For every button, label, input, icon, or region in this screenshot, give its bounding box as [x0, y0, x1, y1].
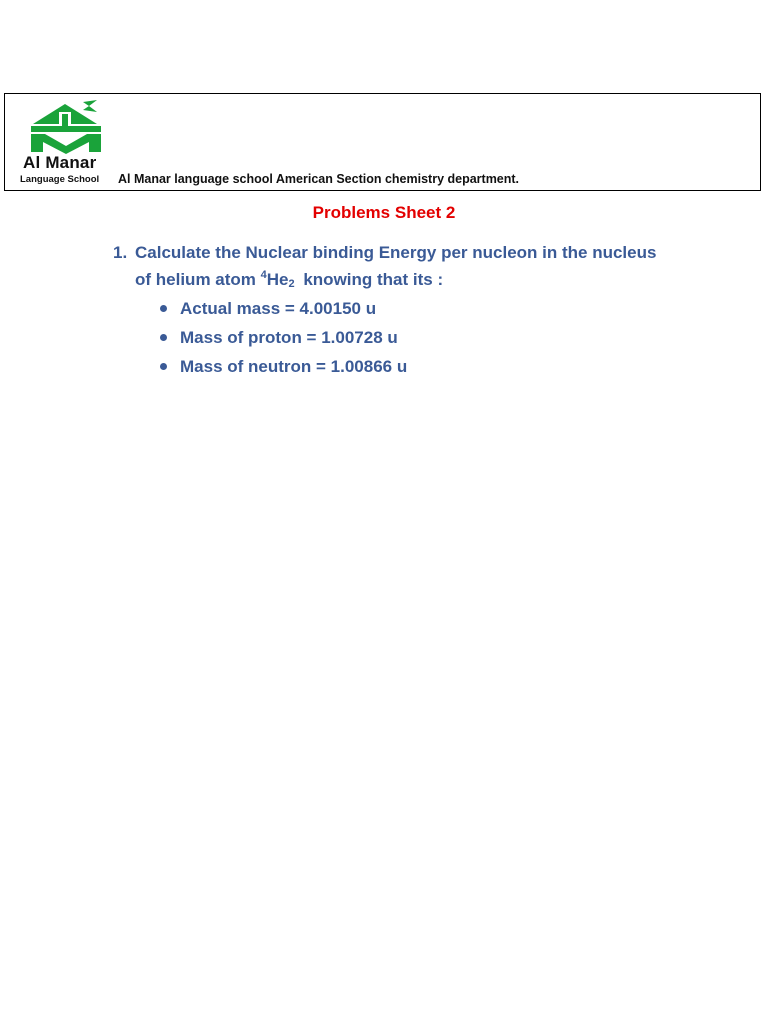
school-logo-icon	[29, 100, 107, 156]
question-line-1	[113, 239, 713, 266]
question-line-2	[113, 266, 713, 293]
question-text-line-2-suffix: knowing that its :	[303, 270, 444, 289]
list-item: Mass of proton = 1.00728 u	[158, 323, 713, 352]
logo-name: Al Manar	[23, 153, 97, 172]
department-text: Al Manar language school American Section chemistry department.	[118, 172, 520, 186]
given-values-list	[113, 294, 713, 381]
question-number: 1.	[113, 243, 128, 262]
mass-number: 4	[260, 269, 267, 281]
element-symbol: He	[266, 270, 289, 289]
sheet-title: Problems Sheet 2	[312, 203, 456, 222]
list-item: Mass of neutron = 1.00866 u	[158, 352, 713, 381]
question-text-line-2-prefix: of helium atom	[135, 270, 261, 289]
header-box	[4, 93, 761, 191]
question-1	[113, 239, 713, 381]
list-item: Actual mass = 4.00150 u	[158, 294, 713, 323]
school-logo	[19, 100, 119, 184]
question-text-line-1: Calculate the Nuclear binding Energy per nucleon in the nucleus	[135, 243, 657, 262]
atomic-number: 2	[288, 278, 295, 290]
logo-subtitle: Language School	[20, 174, 100, 185]
